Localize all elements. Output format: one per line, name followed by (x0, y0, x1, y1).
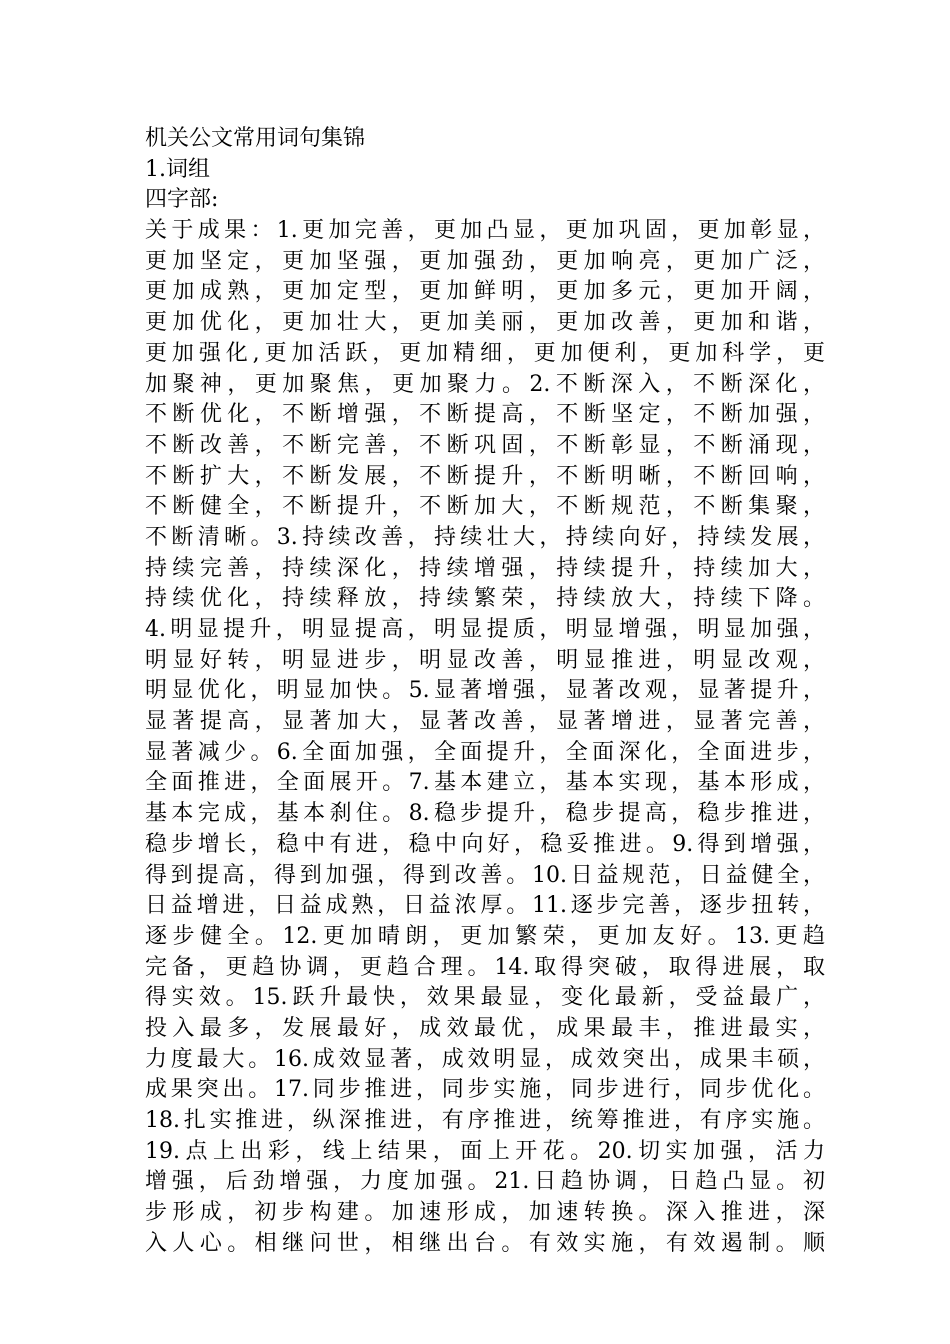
body-line: 4.明显提升，明显提高，明显提质，明显增强，明显加强， (145, 617, 825, 642)
body-line: 入人心。相继问世，相继出台。有效实施，有效遏制。顺 (145, 1230, 825, 1256)
body-line: 投入最多，发展最好，成效最优，成果最丰，推进最实， (145, 1015, 825, 1041)
document-text (145, 124, 825, 1259)
body-line: 日益增进，日益成熟，日益浓厚。11.逐步完善，逐步扭转， (145, 893, 825, 919)
body-line: 得到提高，得到加强，得到改善。10.日益规范，日益健全， (145, 862, 825, 888)
body-line: 稳步增长，稳中有进，稳中向好，稳妥推进。9.得到增强， (145, 831, 825, 857)
body-line: 不断扩大，不断发展，不断提升，不断明晰，不断回响， (145, 463, 825, 489)
body-line: 不断优化，不断增强，不断提高，不断坚定，不断加强， (145, 402, 825, 428)
body-line: 更加优化，更加壮大，更加美丽，更加改善，更加和谐， (145, 310, 825, 336)
body-line: 完备，更趋协调，更趋合理。14.取得突破，取得进展，取 (145, 954, 825, 980)
body-line: 得实效。15.跃升最快，效果最显，变化最新，受益最广， (145, 985, 825, 1011)
subsection-heading: 四字部: (145, 187, 219, 213)
body-line: 不断健全，不断提升，不断加大，不断规范，不断集聚， (145, 494, 825, 520)
body-line: 加聚神，更加聚焦，更加聚力。2.不断深入，不断深化， (145, 371, 825, 397)
body-line: 成果突出。17.同步推进，同步实施，同步进行，同步优化。 (145, 1077, 825, 1103)
body-line: 持续完善，持续深化，持续增强，持续提升，持续加大， (145, 555, 825, 581)
body-line: 更加坚定，更加坚强，更加强劲，更加响亮，更加广泛， (145, 248, 825, 274)
body-line: 关于成果：1.更加完善，更加凸显，更加巩固，更加彰显， (145, 218, 825, 244)
body-line: 更加强化,更加活跃，更加精细，更加便利，更加科学，更 (145, 340, 825, 366)
body-line: 步形成，初步构建。加速形成，加速转换。深入推进，深 (145, 1200, 825, 1226)
body-line: 力度最大。16.成效显著，成效明显，成效突出，成果丰硕， (145, 1046, 825, 1072)
body-paragraph (145, 216, 825, 1259)
body-line: 19.点上出彩，线上结果，面上开花。20.切实加强，活力 (145, 1138, 825, 1164)
document-title: 机关公文常用词句集锦 (145, 126, 366, 151)
body-line: 逐步健全。12.更加晴朗，更加繁荣，更加友好。13.更趋 (145, 923, 825, 949)
body-line: 明显好转，明显进步，明显改善，明显推进，明显改观， (145, 647, 825, 673)
body-line: 18.扎实推进，纵深推进，有序推进，统筹推进，有序实施。 (145, 1108, 825, 1133)
body-line: 持续优化，持续释放，持续繁荣，持续放大，持续下降。 (145, 586, 825, 612)
body-line: 不断改善，不断完善，不断巩固，不断彰显，不断涌现， (145, 432, 825, 458)
body-line: 显著减少。6.全面加强，全面提升，全面深化，全面进步， (145, 739, 825, 765)
body-line: 全面推进，全面展开。7.基本建立，基本实现，基本形成， (145, 770, 825, 796)
body-line: 显著提高，显著加大，显著改善，显著增进，显著完善， (145, 709, 825, 735)
body-line: 明显优化，明显加快。5.显著增强，显著改观，显著提升， (145, 678, 825, 704)
body-line: 基本完成，基本刹住。8.稳步提升，稳步提高，稳步推进， (145, 801, 825, 827)
body-line: 增强，后劲增强，力度加强。21.日趋协调，日趋凸显。初 (145, 1169, 825, 1195)
body-line: 更加成熟，更加定型，更加鲜明，更加多元，更加开阔， (145, 279, 825, 305)
section-heading: 1.词组 (145, 156, 210, 182)
body-line: 不断清晰。3.持续改善，持续壮大，持续向好，持续发展， (145, 524, 825, 550)
